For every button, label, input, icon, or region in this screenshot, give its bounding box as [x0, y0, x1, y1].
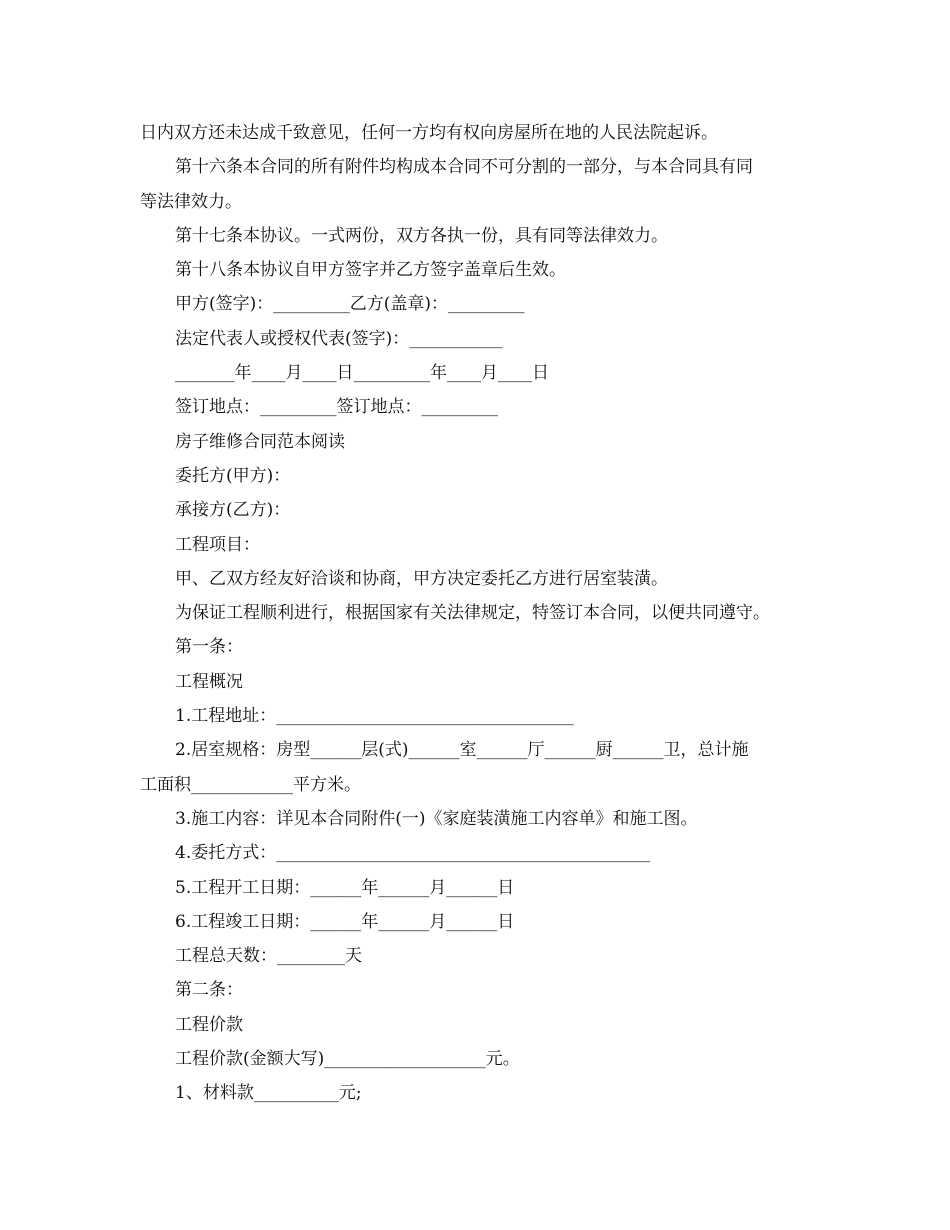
document-line: 委托方(甲方)： [175, 465, 291, 486]
document-line: _______年____月____日_________年____月____日 [175, 363, 549, 384]
document-line: 甲方(签字)：_________乙方(盖章)：_________ [175, 294, 525, 315]
document-body [140, 116, 820, 1111]
document-line: 承接方(乙方)： [175, 500, 291, 521]
document-line: 5.工程开工日期：______年______月______日 [175, 877, 515, 898]
document-line: 工程项目： [175, 534, 260, 555]
document-line: 第十六条本合同的所有附件均构成本合同不可分割的一部分，与本合同具有同 [175, 157, 753, 178]
document-line: 第二条： [175, 980, 243, 1001]
document-line: 签订地点：_________签订地点：_________ [175, 397, 498, 418]
document-line: 工程总天数：________天 [175, 946, 362, 967]
document-line: 等法律效力。 [140, 191, 242, 212]
document-line: 1.工程地址：___________________________________ [175, 706, 574, 727]
document-line: 为保证工程顺利进行，根据国家有关法律规定，特签订本合同，以便共同遵守。 [175, 603, 770, 624]
document-line: 第十七条本协议。一式两份，双方各执一份，具有同等法律效力。 [175, 225, 668, 246]
document-line: 3.施工内容：详见本合同附件(一)《家庭装潢施工内容单》和施工图。 [175, 808, 698, 829]
document-line: 2.居室规格：房型______层(式)______室______厅______厨______卫，总计施 [175, 740, 749, 761]
document-line: 工面积____________平方米。 [140, 774, 361, 795]
document-line: 6.工程竣工日期：______年______月______日 [175, 911, 515, 932]
document-line: 工程概况 [175, 671, 243, 692]
document-line: 1、材料款__________元; [175, 1083, 362, 1104]
document-line: 4.委托方式：____________________________________________ [175, 843, 651, 864]
document-line: 第一条： [175, 637, 243, 658]
document-line: 法定代表人或授权代表(签字)：___________ [175, 328, 503, 349]
document-line: 工程价款 [175, 1014, 243, 1035]
document-line: 甲、乙双方经友好洽谈和协商，甲方决定委托乙方进行居室装潢。 [175, 568, 668, 589]
document-line: 日内双方还未达成千致意见，任何一方均有权向房屋所在地的人民法院起诉。 [140, 123, 718, 143]
document-line: 工程价款(金额大写)___________________元。 [175, 1049, 520, 1070]
document-line: 第十八条本协议自甲方签字并乙方签字盖章后生效。 [175, 260, 566, 281]
document-line: 房子维修合同范本阅读 [175, 431, 345, 452]
